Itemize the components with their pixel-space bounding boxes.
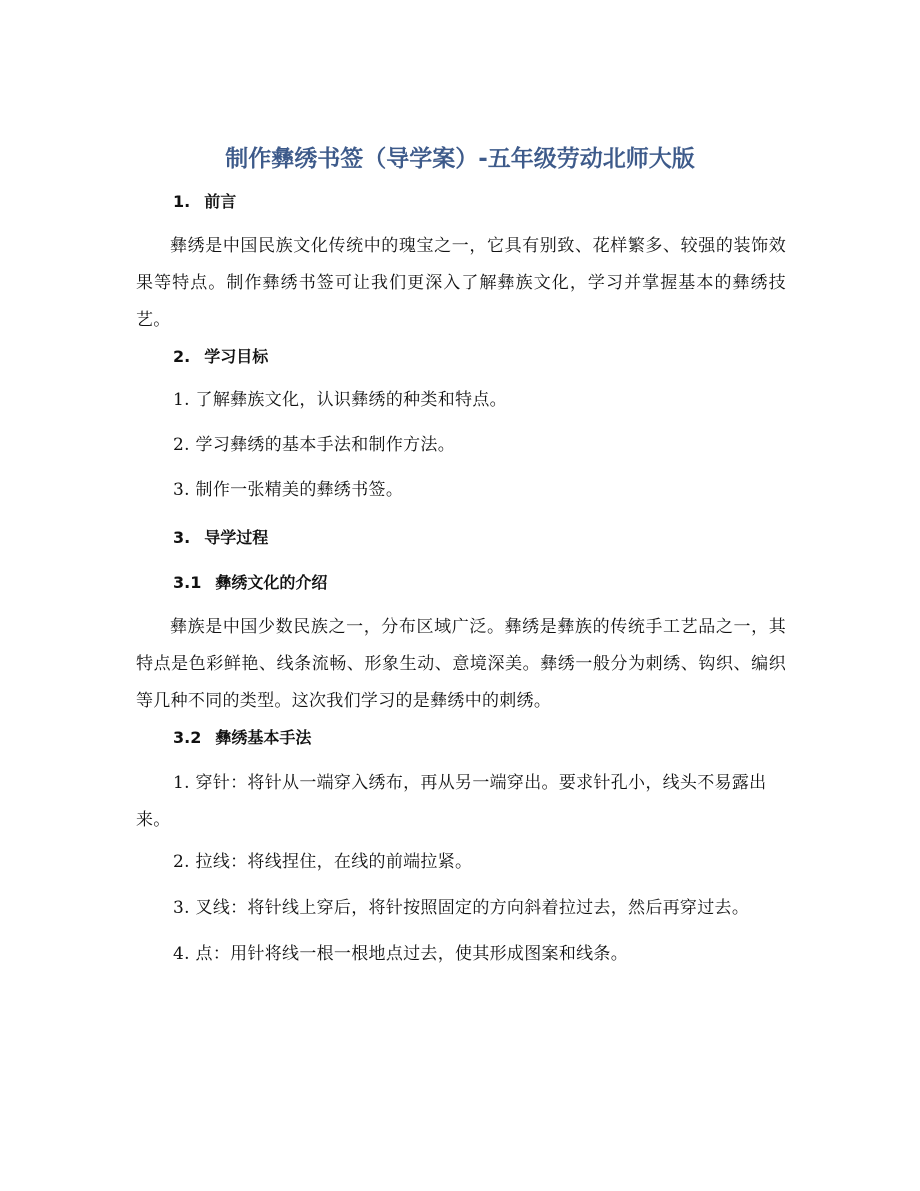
section-heading-3 xyxy=(173,526,268,550)
goal-item-1: 1. 了解彝族文化，认识彝绣的种类和特点。 xyxy=(173,390,507,410)
subsection-heading-3-2 xyxy=(173,726,311,750)
intro-paragraph: 彝绣是中国民族文化传统中的瑰宝之一，它具有别致、花样繁多、较强的装饰效果等特点。制作彝绣书签可让我们更深入了解彝族文化，学习并掌握基本的彝绣技艺。 xyxy=(136,236,786,330)
culture-paragraph: 彝族是中国少数民族之一，分布区域广泛。彝绣是彝族的传统手工艺品之一，其特点是色彩鲜艳、线条流畅、形象生动、意境深美。彝绣一般分为刺绣、钩织、编织等几种不同的类型。这次我们学习的是彝绣中的刺绣。 xyxy=(136,617,786,711)
section-title: 彝绣基本手法 xyxy=(215,728,312,747)
section-number: 3.1 xyxy=(173,573,202,592)
subsection-heading-3-1 xyxy=(173,571,327,595)
technique-item-3: 3. 叉线：将针线上穿后，将针按照固定的方向斜着拉过去，然后再穿过去。 xyxy=(173,898,750,918)
technique-item-2: 2. 拉线：将线捏住，在线的前端拉紧。 xyxy=(173,852,473,872)
goal-item-2: 2. 学习彝绣的基本手法和制作方法。 xyxy=(173,435,456,455)
section-title: 前言 xyxy=(204,192,237,211)
section-number: 2. xyxy=(173,347,191,366)
section-title: 彝绣文化的介绍 xyxy=(215,573,328,592)
section-number: 1. xyxy=(173,192,191,211)
technique-item-1: 1. 穿针：将针从一端穿入绣布，再从另一端穿出。要求针孔小，线头不易露出来。 xyxy=(136,773,767,830)
section-title: 导学过程 xyxy=(204,528,269,547)
section-heading-2 xyxy=(173,345,268,369)
technique-item-4: 4. 点：用针将线一根一根地点过去，使其形成图案和线条。 xyxy=(173,944,629,964)
document-title: 制作彝绣书签（导学案）-五年级劳动北师大版 xyxy=(225,146,695,172)
section-heading-1 xyxy=(173,190,236,214)
section-title: 学习目标 xyxy=(204,347,269,366)
section-number: 3.2 xyxy=(173,728,202,747)
section-number: 3. xyxy=(173,528,191,547)
goal-item-3: 3. 制作一张精美的彝绣书签。 xyxy=(173,480,404,500)
